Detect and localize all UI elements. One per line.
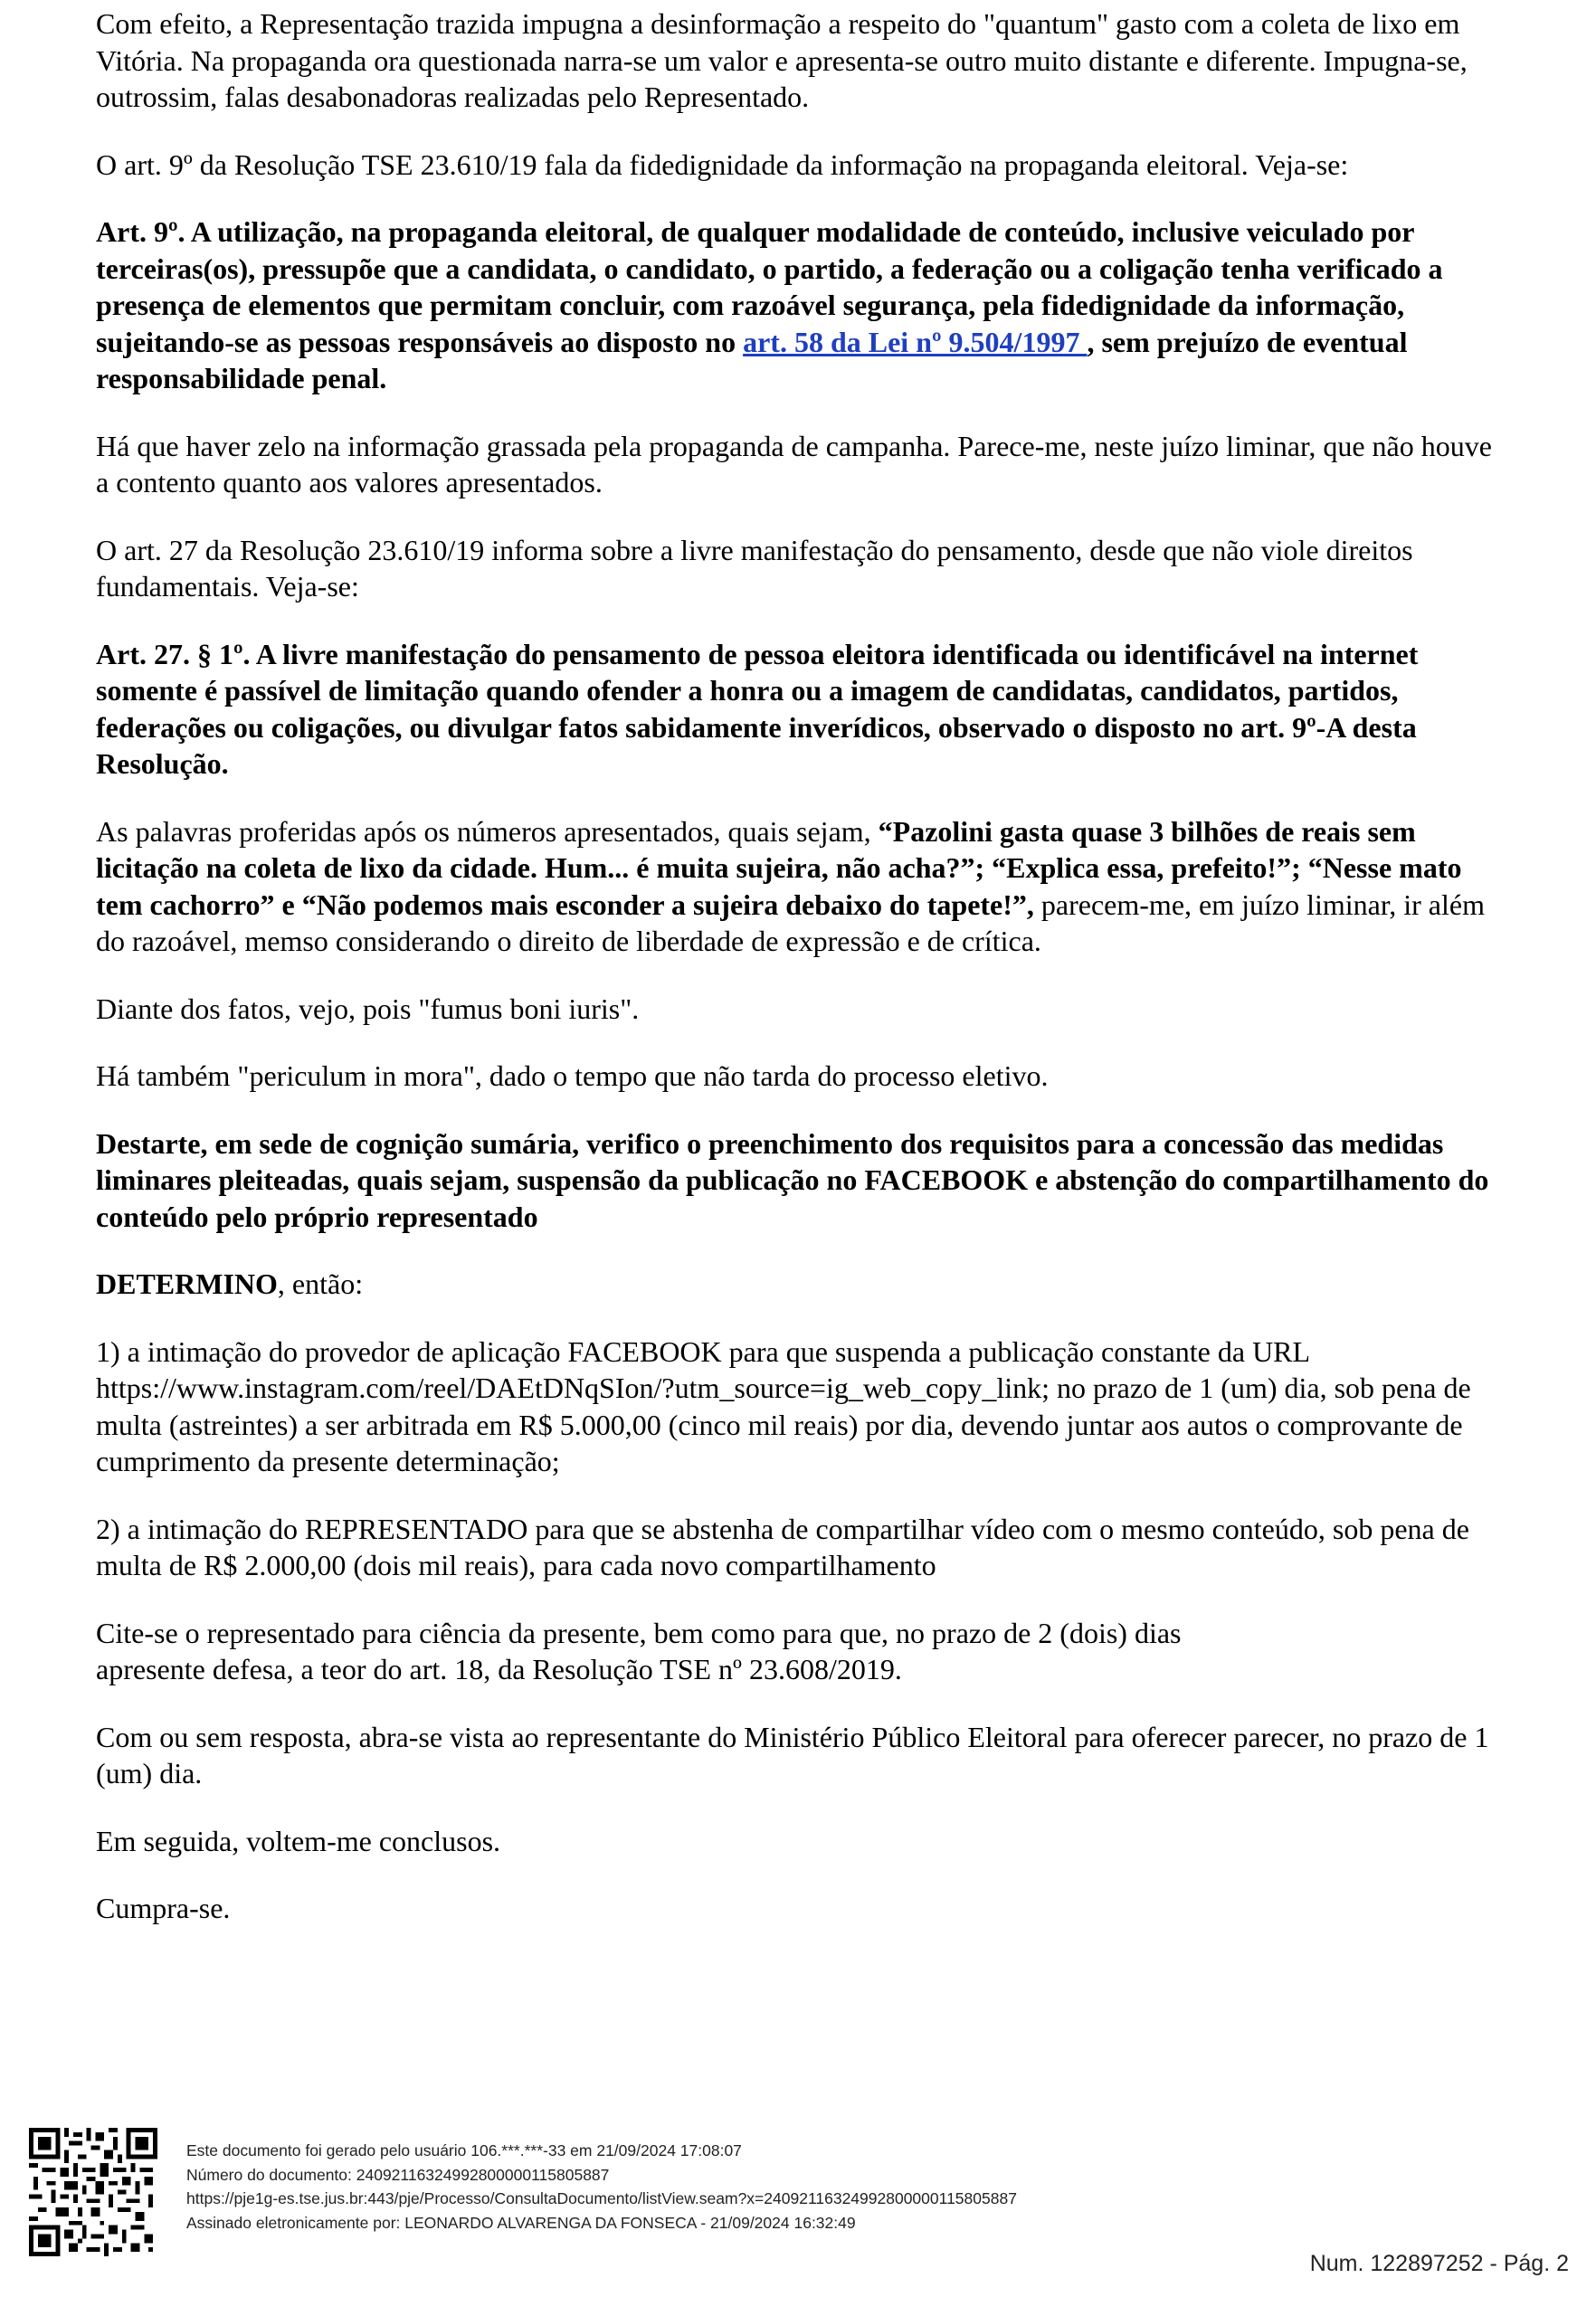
quote-art27: Art. 27. § 1º. A livre manifestação do pensamento de pessoa eleitora identificada ou identificável na internet somente é passível de limitação quando ofender a honra ou a imagem de candidatas, candidatos, partidos, federações ou coligações, ou divulgar fatos sabidamente inverídicos, observado o disposto no art. 9º-A desta Resolução. [96,637,1419,780]
signature-line: Assinado eletronicamente por: LEONARDO ALVARENGA DA FONSECA - 21/09/2024 16:32:49 [186,2213,856,2232]
paragraph-determino [96,1266,1507,1303]
palavras-tail: parecem-me, em juízo liminar, ir além do razoável, memso considerando o direito de liberdade de expressão e de crítica. [96,887,1485,957]
paragraph-art27-intro: O art. 27 da Resolução 23.610/19 informa sobre a livre manifestação do pensamento, desde que não viole direitos fundamentais. Veja-se: [96,533,1413,603]
paragraph-intro: Com efeito, a Representação trazida impugna a desinformação a respeito do "quantum" gasto com a coleta de lixo em Vitória. Na propaganda ora questionada narra-se um valor e apresenta-se outro muito distante e diferente. Impugna-se, outrossim, falas desabonadoras realizadas pelo Representado. [96,7,1468,113]
quote-art9-tail: , sem prejuízo de eventual responsabilidade penal. [96,325,1408,394]
document-footer [0,2117,1596,2316]
paragraph-art9-intro: O art. 9º da Resolução TSE 23.610/19 fala da fidedignidade da informação na propaganda eleitoral. Veja-se: [96,147,1349,181]
paragraph-cite-se [96,1615,1507,1688]
paragraph-fumus: Diante dos fatos, vejo, pois "fumus boni iuris". [96,992,640,1025]
law-9504-link[interactable]: art. 58 da Lei nº 9.504/1997 [743,325,1088,358]
determino-label: DETERMINO [96,1267,278,1300]
paragraph-periculum: Há também "periculum in mora", dado o tempo que não tarda do processo eletivo. [96,1059,1049,1092]
paragraph-cumpra-se: Cumpra-se. [96,1892,231,1924]
paragraph-vista: Com ou sem resposta, abra-se vista ao representante do Ministério Público Eleitoral para oferecer parecer, no prazo de 1 (um) dia. [96,1720,1489,1789]
palavras-quote: “Pazolini gasta quase 3 bilhões de reais sem licitação na coleta de lixo da cidade. Hum... é muita sujeira, não acha?”; “Explica essa, prefeito!”; “Nesse mato tem cachorro” e “Não podemos mais esconder a sujeira debaixo do tapete!”, [96,814,1462,921]
paragraph-item-2: 2) a intimação do REPRESENTADO para que se abstenha de compartilhar vídeo com o mesmo conteúdo, sob pena de multa de R$ 2.000,00 (dois mil reais), para cada novo compartilhamento [96,1512,1469,1581]
determino-tail: , então: [277,1267,364,1300]
quote-art9-text: Art. 9º. A utilização, na propaganda eleitoral, de qualquer modalidade de conteúdo, inclusive veiculado por terceiras(os), pressupõe que a candidata, o candidato, o partido, a federação ou a coligação tenha verificado a presença de elementos que permitam concluir, com razoável segurança, pela fidedignidade da informação, sujeitando-se as pessoas responsáveis ao disposto no [96,215,1443,358]
cite-se-line-2: apresente defesa, a teor do art. 18, da Resolução TSE nº 23.608/2019. [96,1653,902,1685]
paragraph-conclusos: Em seguida, voltem-me conclusos. [96,1824,501,1857]
paragraph-item-1: 1) a intimação do provedor de aplicação FACEBOOK para que suspenda a publicação constante da URL https://www.instagram.com/reel/DAEtDNqSIon/?utm_source=ig_web_copy_link; no prazo de 1 (um) dia, sob pena de multa (astreintes) a ser arbitrada em R$ 5.000,00 (cinco mil reais) por dia, devendo juntar aos autos o comprovante de cumprimento da presente determinação; [96,1334,1471,1477]
paragraph-zelo: Há que haver zelo na informação grassada pela propaganda de campanha. Parece-me, neste juízo liminar, que não houve a contento quanto aos valores apresentados. [96,429,1492,498]
generated-by-line: Este documento foi gerado pelo usuário 106.***.***-33 em 21/09/2024 17:08:07 [186,2141,742,2159]
paragraph-palavras [96,813,1507,960]
cite-se-line-1: Cite-se o representado para ciência da presente, bem como para que, no prazo de 2 (dois) dias [96,1616,1182,1649]
paragraph-destarte: Destarte, em sede de cognição sumária, verifico o preenchimento dos requisitos para a concessão das medidas liminares pleiteadas, quais sejam, suspensão da publicação no FACEBOOK e abstenção do compartilhamento do conteúdo pelo próprio representado [96,1126,1489,1233]
consult-url-line[interactable]: https://pje1g-es.tse.jus.br:443/pje/Processo/ConsultaDocumento/listView.seam?x=24092116324992800000115805887 [186,2189,1017,2207]
qr-code-icon [29,2128,157,2256]
palavras-lead: As palavras proferidas após os números apresentados, quais sejam, [96,814,879,848]
document-number-line: Número do documento: 24092116324992800000115805887 [186,2165,610,2184]
document-metadata [186,2139,1017,2235]
quote-art9 [96,214,1507,397]
document-body [96,5,1507,1958]
page-number: Num. 122897252 - Pág. 2 [1309,2251,1569,2276]
